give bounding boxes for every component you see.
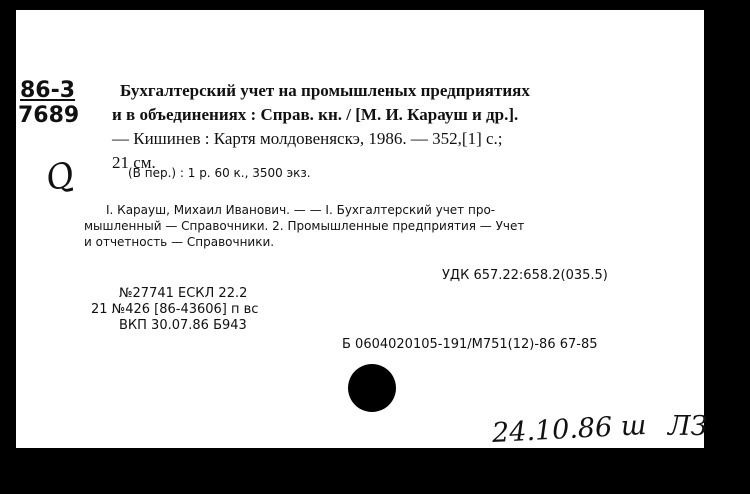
- title-line-1: Бухгалтерский учет на промышленых предприятиях: [120, 81, 530, 100]
- tracing-line-2: мышленный — Справочники. 2. Промышленные предприятия — Учет: [84, 219, 525, 233]
- shelfmark-bottom: 7689: [18, 103, 80, 128]
- title-line-2: и в объединениях : Справ. кн. / [М. И. Карауш и др.].: [112, 105, 519, 124]
- handwritten-date: 24.10.86 ш: [491, 409, 648, 450]
- imprint-line-2: 21 см.: [112, 153, 156, 172]
- handwritten-mark: Q: [41, 154, 79, 200]
- shelfmark-top: 86-3: [20, 78, 76, 103]
- imprint-line-1: — Кишинев : Картя молдовеняскэ, 1986. — 352,[1] с.;: [112, 129, 503, 148]
- handwritten-initials: ЛЗ: [668, 411, 708, 442]
- tracing-line-1: I. Карауш, Михаил Иванович. — — I. Бухгалтерский учет про-: [106, 203, 496, 217]
- record-line-1: №27741 ЕСКЛ 22.2: [119, 286, 248, 301]
- bbk-code: Б 0604020105-191/М751(12)-86 67-85: [342, 337, 598, 352]
- tracing-line-3: и отчетность — Справочники.: [84, 235, 275, 249]
- record-line-3: ВКП 30.07.86 Б943: [119, 318, 247, 333]
- price-line: (В пер.) : 1 р. 60 к., 3500 экз.: [128, 166, 311, 180]
- udk-code: УДК 657.22:658.2(035.5): [442, 268, 608, 283]
- punch-hole: [348, 364, 396, 412]
- record-line-2: 21 №426 [86-43606] п вс: [91, 302, 259, 317]
- catalog-card: [16, 10, 708, 450]
